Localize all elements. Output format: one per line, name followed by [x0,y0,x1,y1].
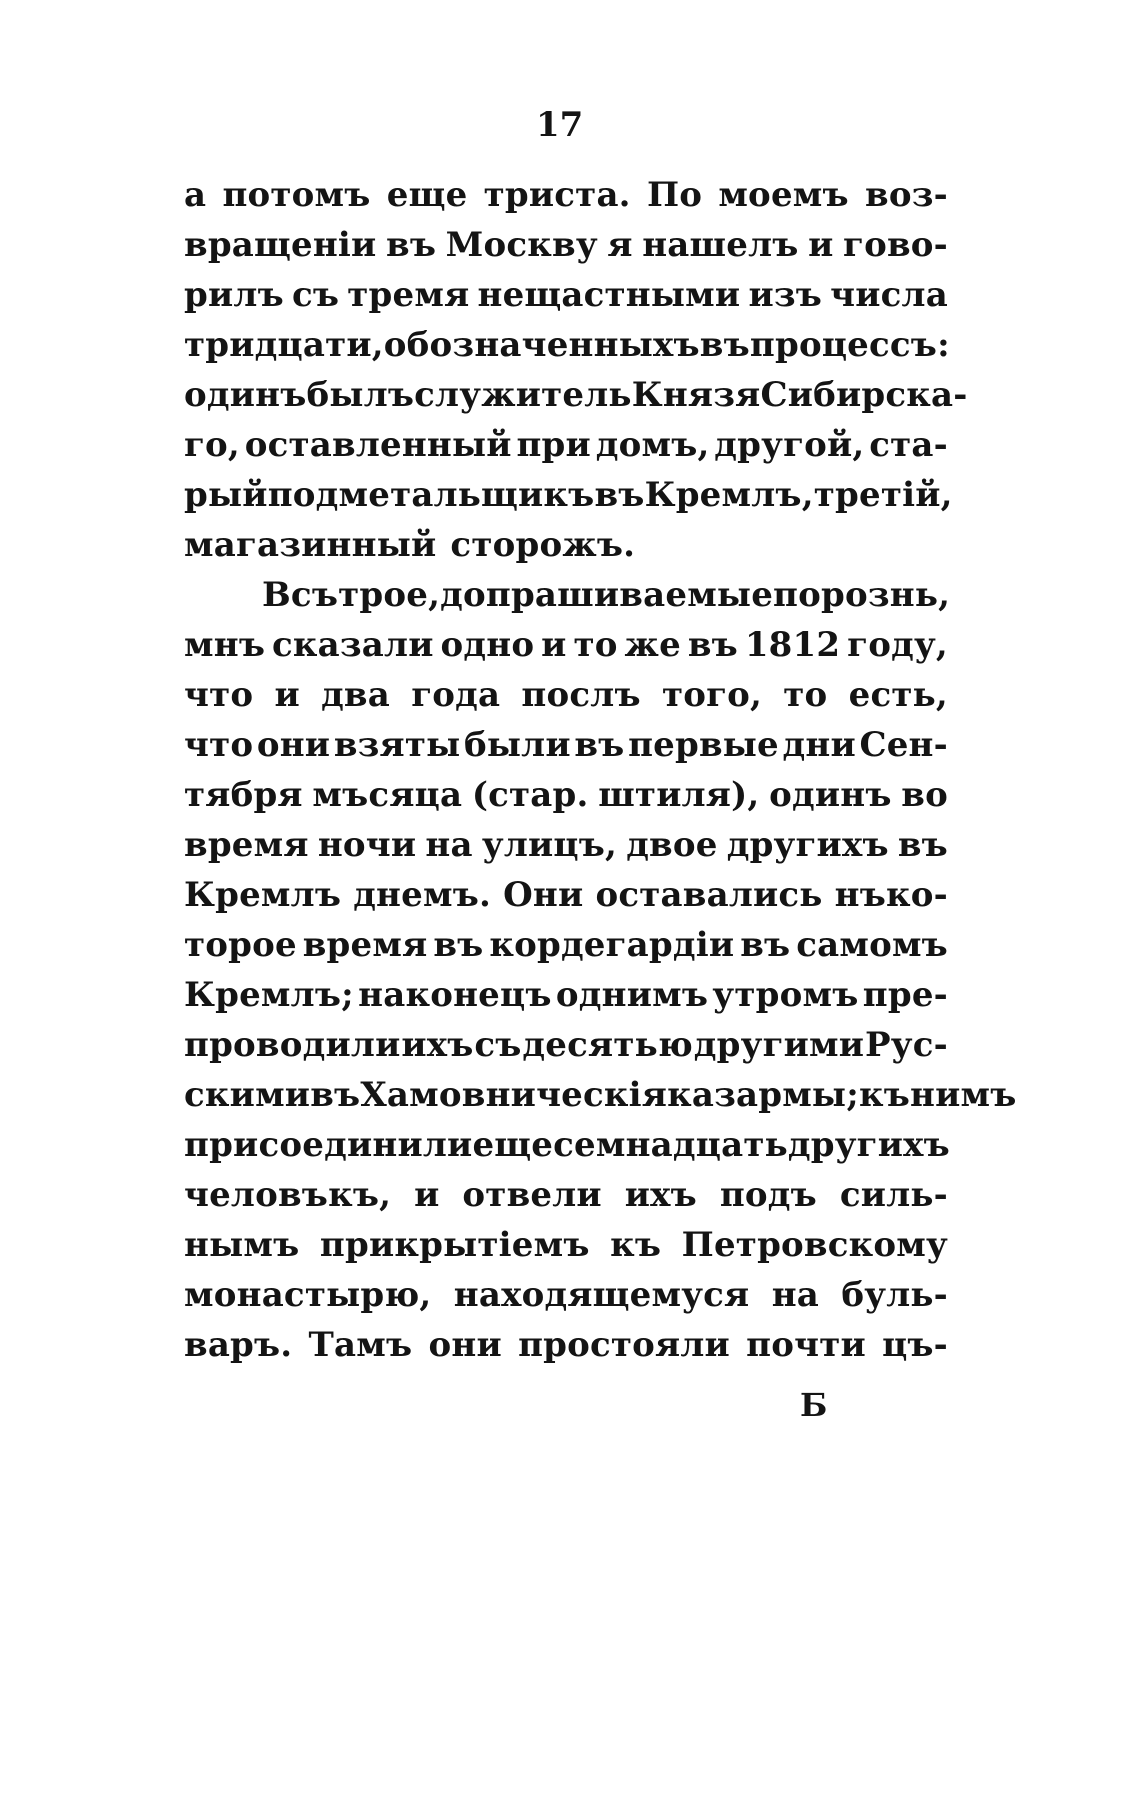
word: Рус- [865,1025,948,1065]
text-line [184,1120,948,1170]
text-line [184,520,948,570]
word: изъ [748,275,823,315]
word: на [425,825,473,865]
word: ихъ [401,1025,474,1065]
word: трое, [338,575,441,615]
word: По [646,175,703,215]
word: самомъ [796,925,948,965]
word: процессъ: [749,325,950,365]
word: Сибирска- [760,375,968,415]
word: ста- [869,425,948,465]
word: два [321,675,390,715]
text-line [184,620,948,670]
word: силь- [839,1175,948,1215]
word: (стар. [471,775,589,815]
word: во [901,775,948,815]
word: наконецъ [358,975,552,1015]
word: нъко- [834,875,948,915]
word: однимъ [555,975,709,1015]
word: скими [184,1075,311,1115]
word: въ [433,925,484,965]
word: цъ- [882,1325,948,1365]
page-number: 17 [536,105,584,145]
word: Сен- [859,725,948,765]
word: находящемуся [453,1275,750,1315]
word: и [541,625,567,665]
word: что [184,725,254,765]
word: послъ [521,675,641,715]
word: къ [610,1225,662,1265]
word: обозначенныхъ [383,325,700,365]
word: Кремлъ, [644,475,814,515]
text-line [184,420,948,470]
word: въ [594,475,645,515]
word: нымъ [184,1225,300,1265]
word: при [516,425,591,465]
word: ночи [317,825,417,865]
word: нещастными [477,275,741,315]
word: мъсяца [312,775,463,815]
word: Москву [445,225,598,265]
text-line [184,1320,948,1370]
word: пре- [862,975,948,1015]
word: года [411,675,501,715]
word: въ [897,825,948,865]
word: мнъ [184,625,266,665]
word: десятью [522,1025,693,1065]
word: другихъ [726,825,889,865]
word: нимъ [910,1075,1017,1115]
word: вращенiи [184,225,377,265]
word: оставленный [244,425,512,465]
word: человъкъ, [184,1175,392,1215]
word: тября [184,775,303,815]
text-line [184,920,948,970]
word: того, [661,675,763,715]
word: присоединили [184,1125,473,1165]
text-line [184,820,948,870]
text-line [184,970,948,1020]
word: другой, [714,425,865,465]
word: простояли [518,1325,730,1365]
word: днемъ. [353,875,492,915]
word: Петровскому [681,1225,948,1265]
text-line [184,1170,948,1220]
word: варъ. [184,1325,293,1365]
word: подъ [719,1175,817,1215]
word: моемъ [718,175,849,215]
word: штиля), [598,775,760,815]
text-line [184,670,948,720]
text-line [184,1220,948,1270]
word: въ [740,925,791,965]
word: Князя [631,375,761,415]
text-line [184,1020,948,1070]
word: а [184,175,207,215]
word: есть, [848,675,948,715]
word: съ [291,275,340,315]
word: сторожъ. [450,525,636,565]
word: же [624,625,681,665]
word: первые [628,725,779,765]
word: сказали [272,625,434,665]
word: то [573,625,618,665]
word: Всъ [262,575,339,615]
word: служитель [414,375,632,415]
word: они [256,725,331,765]
word: одинъ [769,775,892,815]
word: и [414,1175,440,1215]
word: нашелъ [642,225,799,265]
text-line [184,720,948,770]
word: время [302,925,428,965]
word: потомъ [222,175,371,215]
word: они [428,1325,502,1365]
word: третiй, [813,475,953,515]
word: семнадцать [553,1125,788,1165]
word: одно [440,625,535,665]
word: были [464,725,571,765]
word: въ [574,725,625,765]
word: триста. [483,175,631,215]
text-line [184,470,953,520]
word: былъ [306,375,415,415]
word: проводили [184,1025,401,1065]
word: буль- [841,1275,948,1315]
text-line [184,570,951,620]
word: двое [626,825,718,865]
word: тремя [347,275,470,315]
word: домъ, [595,425,710,465]
word: и [274,675,300,715]
word: рый [184,475,268,515]
word: кордегардiи [489,925,735,965]
word: въ [699,325,750,365]
word: Кремлъ; [184,975,354,1015]
word: въ [687,625,738,665]
word: тридцати, [184,325,384,365]
word: го, [184,425,240,465]
word: еще [472,1125,554,1165]
word: рилъ [184,275,284,315]
word: оставались [595,875,823,915]
word: въ [310,1075,361,1115]
word: и [808,225,834,265]
word: взяты [333,725,461,765]
word: одинъ [184,375,307,415]
text-line [184,170,948,220]
word: Хамовническiя [360,1075,668,1115]
word: къ [858,1075,911,1115]
word: время [184,825,309,865]
word: другими [693,1025,865,1065]
signature-mark: Б [800,1386,828,1424]
text-line [184,870,948,920]
text-line [184,1070,1017,1120]
word: на [771,1275,820,1315]
word: числа [830,275,948,315]
word: Кремлъ [184,875,342,915]
word: въ [386,225,437,265]
text-line [184,1270,948,1320]
word: прикрытiемъ [319,1225,590,1265]
word: 1812 [744,625,841,665]
word: подметальщикъ [267,475,595,515]
word: я [607,225,633,265]
word: утромъ [712,975,859,1015]
word: магазинный [184,525,437,565]
word: Они [503,875,584,915]
word: съ [474,1025,522,1065]
word: почти [746,1325,866,1365]
word: допрашиваемые [440,575,774,615]
word: что [184,675,254,715]
word: ихъ [624,1175,697,1215]
text-line [184,270,948,320]
text-line [184,770,948,820]
word: отвели [462,1175,602,1215]
text-line [184,220,948,270]
text-line [184,370,968,420]
word: еще [386,175,468,215]
word: дни [782,725,856,765]
word: порознь, [773,575,951,615]
word: Тамъ [308,1325,413,1365]
word: казармы; [667,1075,859,1115]
word: то [783,675,828,715]
word: другихъ [787,1125,950,1165]
text-line [184,320,948,370]
word: монастырю, [184,1275,432,1315]
word: гово- [843,225,948,265]
word: торое [184,925,297,965]
body-text [184,170,1017,1370]
word: воз- [865,175,948,215]
word: году, [847,625,948,665]
word: улицъ, [481,825,618,865]
